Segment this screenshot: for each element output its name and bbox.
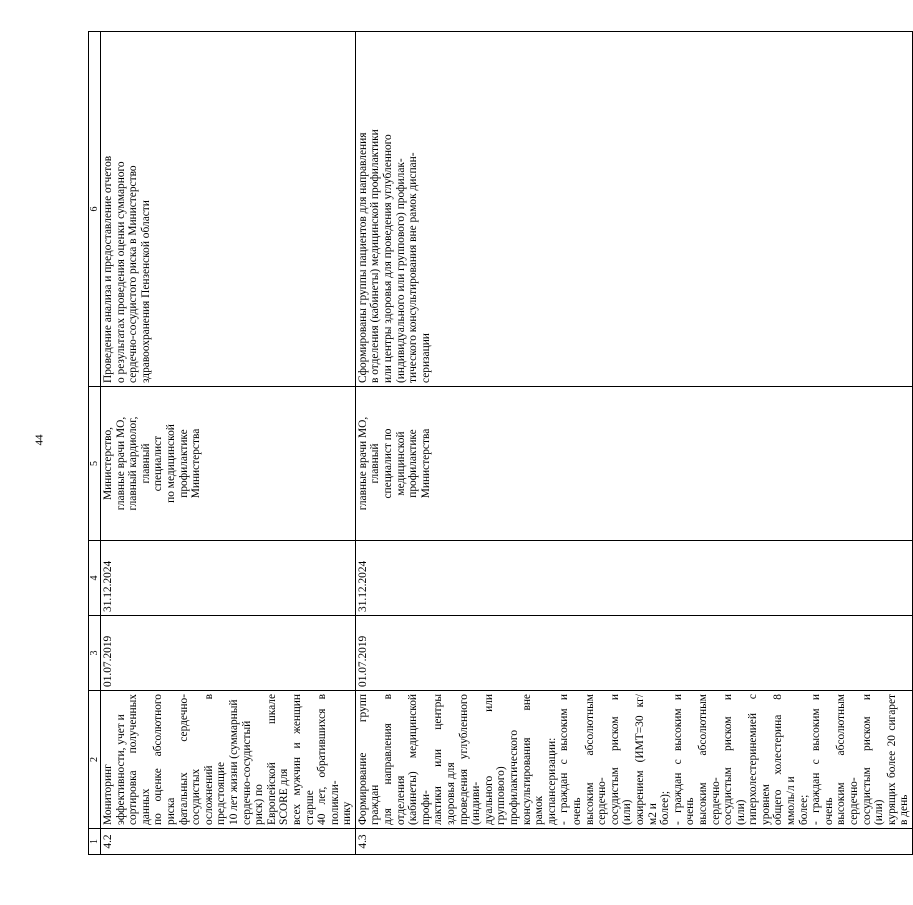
text-line: диспансеризации: bbox=[545, 737, 558, 825]
column-number-row bbox=[89, 32, 101, 855]
text-line: профилактике bbox=[177, 429, 190, 498]
text-line: фатальных сердечно-сосудистых bbox=[177, 694, 203, 825]
responsible-cell bbox=[355, 387, 912, 541]
text-line: главные врачи МО, bbox=[114, 416, 127, 511]
text-line: тического консультирования вне рамок диспан- bbox=[407, 152, 420, 383]
text-line: серизации bbox=[419, 333, 432, 383]
text-line: проведения углубленного (индиви- bbox=[457, 694, 483, 825]
text-line: сердечно-сосудистый риск) по bbox=[240, 720, 266, 825]
text-line: сосудистым риском и (или) bbox=[608, 694, 634, 825]
action-cell bbox=[101, 691, 356, 829]
text-line: курящих более 20 сигарет в день bbox=[885, 694, 911, 825]
text-line: Мониторинг эффективности, учет и bbox=[102, 714, 127, 825]
text-line: сосудистым риском и (или) bbox=[722, 694, 747, 825]
text-line: для направления в отделения bbox=[382, 694, 407, 825]
text-line: - граждан с высоким и очень bbox=[810, 694, 835, 825]
text-line: Сформированы группы пациентов для направления bbox=[356, 132, 369, 383]
header-col-5: 5 bbox=[89, 387, 101, 541]
text-line: специалист по bbox=[382, 428, 395, 499]
text-line: главные врачи МО, bbox=[356, 416, 369, 511]
header-col-2: 2 bbox=[89, 691, 101, 829]
text-line: нику bbox=[341, 801, 354, 825]
page-number: 44 bbox=[33, 434, 46, 446]
text-line: 40 лет, обратившихся в поликли- bbox=[316, 694, 341, 825]
text-line: Европейской шкале SCORE для bbox=[265, 694, 291, 825]
text-line: высоким абсолютным сердечно- bbox=[583, 694, 609, 825]
rotated-page-content bbox=[88, 32, 911, 855]
header-col-6: 6 bbox=[89, 32, 101, 387]
text-line: (индивидуального или группового) профилак- bbox=[394, 158, 407, 383]
text-line: профилактического bbox=[508, 729, 520, 825]
responsible-cell bbox=[101, 387, 356, 541]
end-date-cell: 31.12.2024 bbox=[101, 541, 356, 616]
result-cell bbox=[101, 32, 356, 387]
text-line: (кабинеты) медицинской профи- bbox=[407, 694, 432, 825]
end-date-cell: 31.12.2024 bbox=[355, 541, 912, 616]
text-line: Проведение анализа и предоставление отчетов bbox=[102, 155, 114, 383]
text-line: высоким абсолютным сердечно- bbox=[696, 694, 722, 825]
action-cell bbox=[355, 691, 912, 829]
text-line: - граждан с высоким и очень bbox=[558, 694, 583, 825]
text-line: здравоохранения Пензенской области bbox=[139, 200, 152, 383]
text-line: о результатах проведения оценки суммарного bbox=[114, 161, 127, 383]
text-line: более; bbox=[797, 794, 810, 825]
header-col-3: 3 bbox=[89, 616, 101, 691]
text-line: дуального или группового) bbox=[482, 694, 508, 825]
text-line: Министерство, bbox=[102, 426, 114, 501]
text-line: в отделения (кабинеты) медицинской профилактики bbox=[369, 129, 382, 383]
result-cell bbox=[355, 32, 912, 387]
row-number: 4.2 bbox=[101, 829, 356, 855]
text-line: - граждан с высоким и очень bbox=[671, 694, 697, 825]
table-row bbox=[355, 32, 912, 855]
text-line: лактики или центры здоровья для bbox=[432, 694, 458, 825]
header-col-1: 1 bbox=[89, 829, 101, 855]
text-line: Министерства bbox=[419, 428, 432, 499]
text-line: сосудистым риском и (или) bbox=[860, 694, 886, 825]
text-line: Министерства bbox=[190, 428, 203, 499]
text-line: высоким абсолютным сердечно- bbox=[835, 694, 861, 825]
text-line: сортировка полученных данных bbox=[127, 694, 152, 825]
text-line: главный bbox=[369, 443, 382, 484]
text-line: главный bbox=[139, 443, 152, 484]
start-date-cell: 01.07.2019 bbox=[101, 616, 356, 691]
text-line: Формирование групп граждан bbox=[356, 694, 382, 825]
text-line: консультирования вне рамок bbox=[520, 694, 546, 825]
text-line: главный кардиолог, bbox=[127, 416, 140, 511]
text-line: профилактике bbox=[407, 429, 420, 498]
row-number: 4.3 bbox=[355, 829, 912, 855]
text-line: медицинской bbox=[394, 431, 407, 496]
header-col-4: 4 bbox=[89, 541, 101, 616]
text-line: ожирением (ИМТ=30 кг/м2 и bbox=[633, 694, 659, 825]
text-line: сердечно-сосудистого риска в Министерство bbox=[127, 165, 140, 383]
table-row bbox=[101, 32, 356, 855]
text-line: специалист bbox=[152, 435, 165, 492]
text-line: по оценке абсолютного риска bbox=[152, 694, 177, 825]
text-line: общего холестерина 8 ммоль/л и bbox=[772, 694, 798, 825]
text-line: гиперхолестеринемией с уровнем bbox=[747, 694, 772, 825]
start-date-cell: 01.07.2019 bbox=[355, 616, 912, 691]
text-line: или центры здоровья для проведения углубленного bbox=[382, 134, 395, 383]
text-line: всех мужчин и женщин старше bbox=[290, 694, 316, 825]
text-line: по медицинской bbox=[164, 424, 177, 503]
measures-table bbox=[88, 31, 913, 855]
text-line: 10 лет жизни (суммарный bbox=[227, 699, 240, 825]
text-line: более); bbox=[659, 790, 672, 825]
text-line: осложнений в предстоящие bbox=[202, 694, 228, 825]
